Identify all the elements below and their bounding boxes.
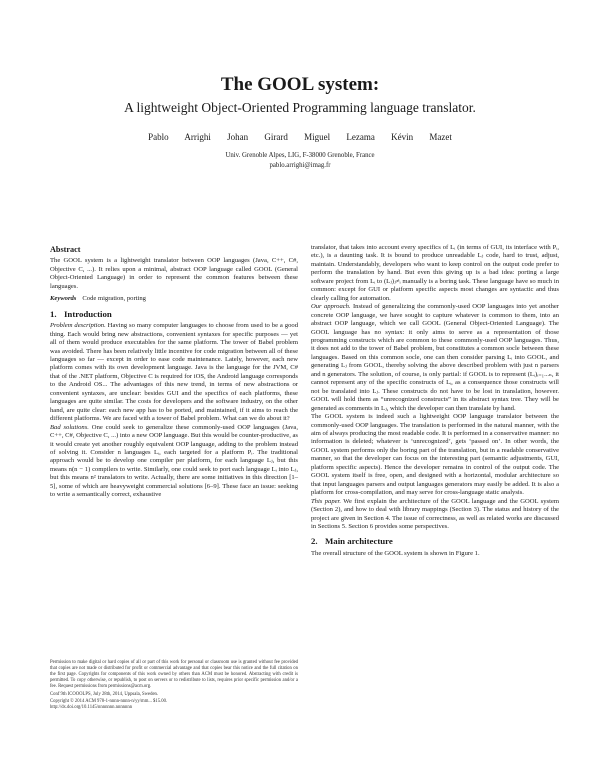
section-2-title: Main architecture <box>325 536 393 547</box>
paper-title: The GOOL system: <box>220 74 380 95</box>
copyright-line: Copyright © 2014 ACM 978-1-nnnn-nnnn-n/yy/mm... $15.00. <box>50 698 168 704</box>
intro-paragraph-2 <box>50 424 298 500</box>
left-column <box>50 246 298 500</box>
affiliation: Univ. Grenoble Alpes, LIG, F-38000 Grenoble, France <box>225 152 375 159</box>
section-2-heading <box>311 537 559 545</box>
keywords: Code migration, porting <box>82 295 146 303</box>
conference-line: Conf 9th ICOOOLPS, July 28th, 2014, Uppsala, Sweden. <box>50 692 159 698</box>
section-1-title: Introduction <box>64 308 112 319</box>
paper-subtitle: A lightweight Object-Oriented Programming language translator. <box>124 100 476 115</box>
right-column <box>311 244 559 558</box>
permission-notice <box>50 660 298 711</box>
keywords-label: Keywords <box>50 295 77 303</box>
approach-lead: Our approach. <box>311 303 351 311</box>
affiliation-block <box>0 151 600 170</box>
author-list: Pablo Arrighi Johan Girard Miguel Lezama Kévin Mazet <box>148 132 452 142</box>
outline-lead: This paper. <box>311 497 342 505</box>
abstract-body: The GOOL system is a lightweight translator between OOP languages (Java, C++, C#, Objective C, ...). It relies upon a minimal, abstract OOP language called GOOL (General Object-Oriented Language) in order to represent the common features between these languages. <box>50 257 298 290</box>
section-2-number: 2. <box>311 536 318 547</box>
intro-lead-2: Bad solutions. <box>50 423 89 431</box>
approach-text: Instead of generalizing the commonly-used OOP languages into yet another concrete OOP language, we have sought to capture whatever is common to them, into an abstract OOP language, which we call GOOL (General Object-Oriented Language). The GOOL language has no syntax: it only aims to serve as a representation of those programming constructs which are common to these commonly-used OOP languages. Thus, it does not add to the tower of Babel problem, but constitutes a common socle between these languages. Based on this common socle, one can then consider parsing Lᵢ into GOOL, and generating Lⱼ from GOOL, thereby solving the above described problem with just n parsers and n generators. The solution, of course, is only partial: if GOOL is to represent (Lᵢ)ᵢ₌₁...ₙ, it cannot represent any of the specific constructs of Lᵢ, as a consequence those constructs will not be translated into Lⱼ. These constructs do not have to be lost in translation, however. GOOL will hold them as “unrecognized constructs” in its abstract syntax tree. They will be generated as comments in Lⱼ, which the developer can then translate by hand. <box>311 303 559 412</box>
system-paragraph: The GOOL system is indeed such a lightweight OOP language translator between the commonly-used OOP languages. The translation is performed in the natural manner, with the aim of always producing the most readable code. It is performed in a conservative manner: no information is deleted; whatever is ‘unrecognized’, gets ‘passed on’. In other words, the GOOL system performs only the boring part of the translation, but in a readable conservative manner, so that the developer can focus on the interesting part (semantic adjustments, GUI, platform specific aspects). Hence the developer remains in control of the output code. The GOOL system itself is free, open, and designed with a horizontal, modular architecture so that input languages parsers and output languages generators may easily be added. It is also a platform for cross-compilation, and may serve for cross-language static analysis. <box>311 413 559 497</box>
section-1-number: 1. <box>50 308 57 319</box>
permission-text: Permission to make digital or hard copies of all or part of this work for personal or classroom use is granted without fee provided that copies are not made or distributed for profit or commercial advantage and that copies bear this notice and the full citation on the first page. Copyrights for components of this work owned by others than ACM must be honored. Abstracting with credit is permitted. To copy otherwise, or republish, to post on servers or to redistribute to lists, requires prior specific permission and/or a fee. Request permissions from permissions@acm.org. <box>50 660 298 690</box>
paper-outline-paragraph <box>311 498 559 532</box>
outline-text: We first explain the architecture of the GOOL language and the GOOL system (Section 2), and how to deal with library mappings (Section 3). The status and history of the project are given in Section 4. The issue of correctness, as well as related works are discussed in Sections 5. Section 6 provides some perspectives. <box>311 497 559 530</box>
intro-lead-1: Problem description. <box>50 322 106 330</box>
approach-paragraph <box>311 303 559 413</box>
doi-link[interactable]: http://dx.doi.org/10.1145/nnnnnnn.nnnnnnn <box>50 704 133 710</box>
intro-text-1: Having so many computer languages to choose from used to be a good thing. Each would bring new abstractions, convenient syntaxes for specific purposes — yet all of them would produce executables for the same platform. The tower of Babel problem was avoided. There has been relatively little incentive for code migration between all of these languages so far — except in order to ease code maintenance. Lately, however, each new platform comes with its own development language. Java is the language for the JVM, C# that of the .NET platform, Objective C is required for iOS, the Android language corresponds to the Android OS... The advantages of this new trend, in terms of new abstractions or convenient syntaxes, are unclear: besides GUI and the specifics of each platforms, these languages are quite similar. The costs for developers and the software industry, on the other hand, are quite clear: each new app has to be ported, and maintained, if it aims to reach the different platforms. We are faced with a tower of Babel problem. What can we do about it? <box>50 322 298 423</box>
architecture-paragraph: The overall structure of the GOOL system is shown in Figure 1. <box>311 549 480 557</box>
section-1-heading <box>50 310 298 318</box>
keywords-line <box>50 295 298 303</box>
intro-paragraph-1 <box>50 322 298 423</box>
right-paragraph-1: translator, that takes into account every specifics of Lᵢ (in terms of GUI, its interface with Pᵢ, etc.), is a daunting task. It is bound to produce unreadable Lⱼ code, hard to trust, adjust, maintain. Understandably, developers who want to keep control on the output code prefer to perform the translation by hand. But even this giving up is a bad idea: porting a large software project from Lᵢ to (Lⱼ)ⱼ≠ᵢ manually is a boring task. These language have so much in common: except for GUI or platform specific aspects most changes are syntactic and thus clearly calling for automation. <box>311 244 559 302</box>
abstract-heading: Abstract <box>50 245 81 254</box>
intro-text-2: One could seek to generalize these commonly-used OOP languages (Java, C++, C#, Objective C, ...) into a new OOP language. But this would be counter-productive, as it would create yet another roughly equivalent OOP language, adding to the problem instead of solving it. Consider n languages Lᵢ, each targeted for a platform Pᵢ. The traditional approach would be to develop one compiler per platform, for each language Lⱼ, but this means n(n − 1) compilers to write. Similarly, one could seek to port each language Lᵢ into Lⱼ, but this means n² translators to write. Actually, there are some initiatives in this direction [1–5], some of which are heavyweight commercial solutions [6–9]. These face an issue: seeking to write a semantically correct, exhaustive <box>50 423 298 499</box>
author-email: pablo.arrighi@imag.fr <box>269 161 331 169</box>
